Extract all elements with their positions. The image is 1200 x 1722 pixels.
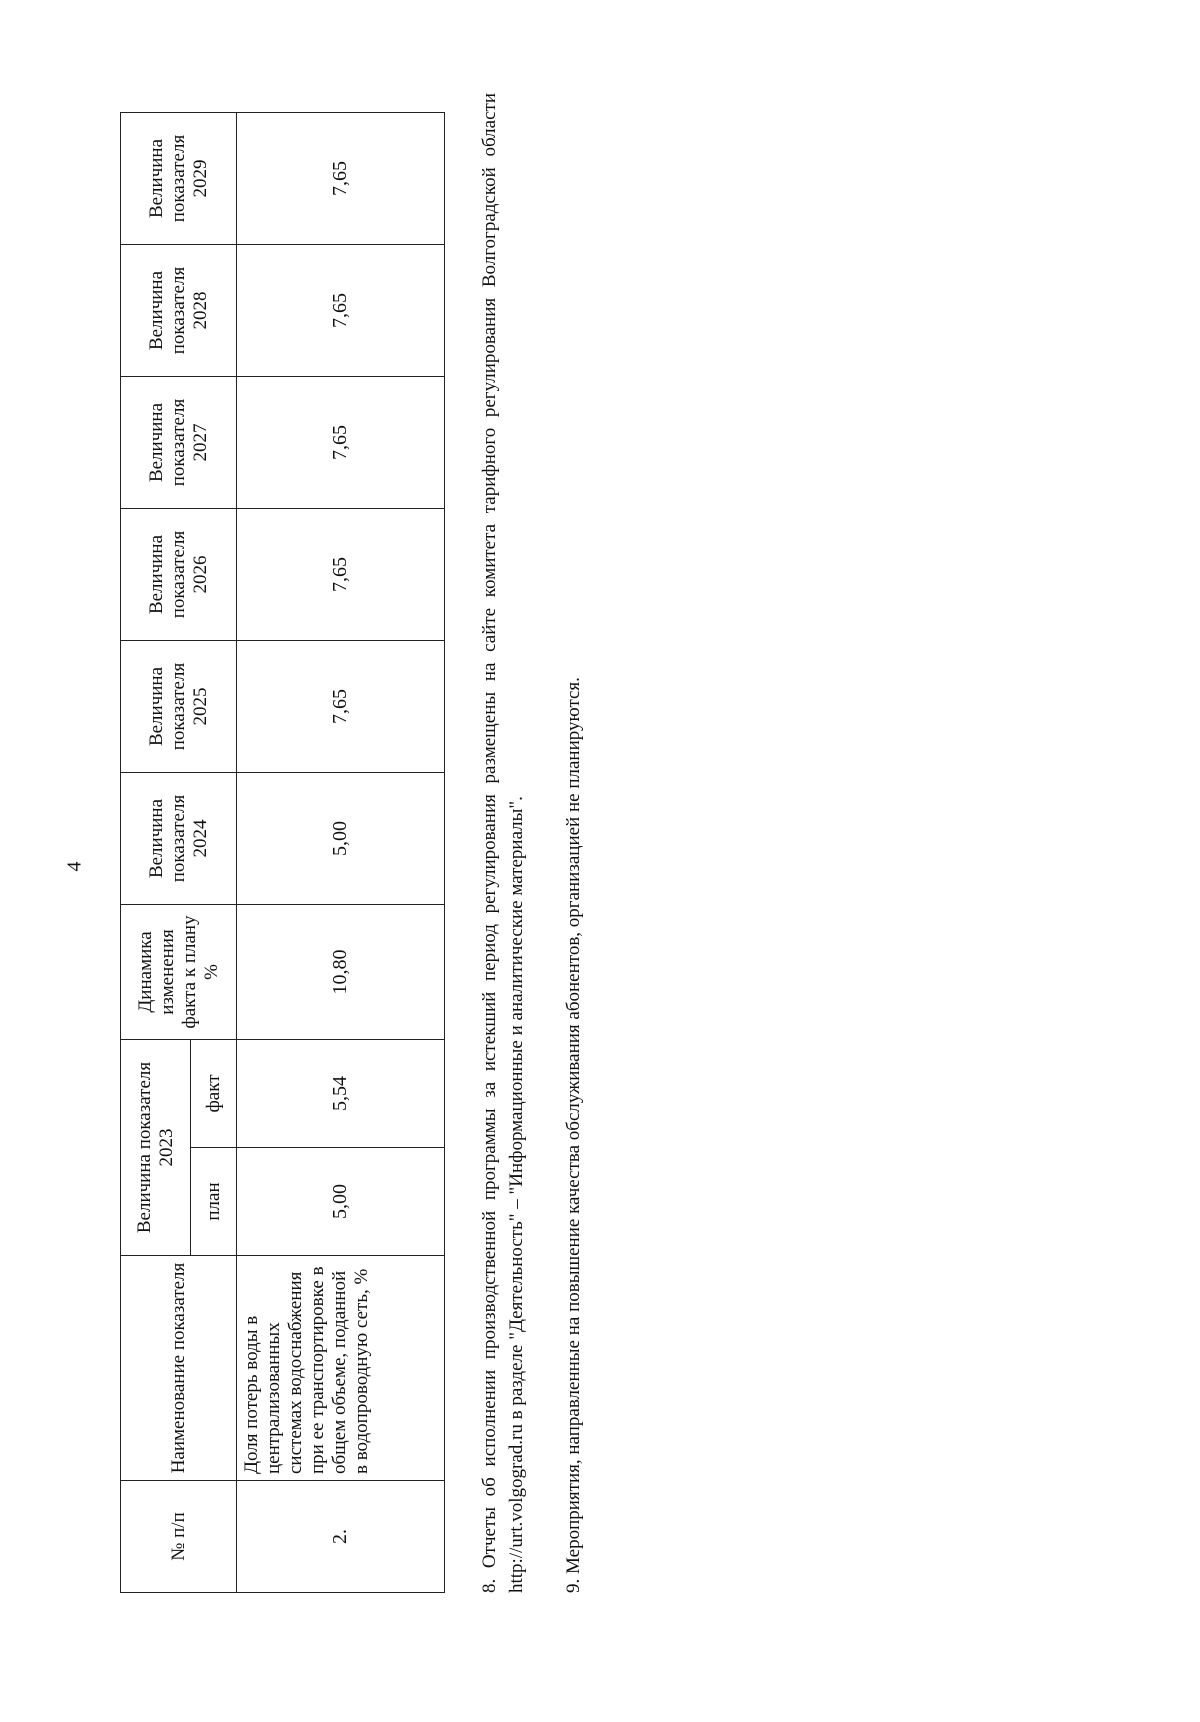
header-name: Наименование показателя (121, 1256, 237, 1481)
header-2029: Величина показателя 2029 (121, 113, 237, 245)
cell-2029: 7,65 (237, 113, 445, 245)
rotated-page-content (120, 93, 1200, 1593)
indicators-table (120, 112, 445, 1593)
header-2023: Величина показателя 2023 (121, 1040, 191, 1256)
row-indicator-name: Доля потерь воды в централизованных системах водоснабжения при ее транспортировке в общем объеме, поданной в водопроводную сеть, % (237, 1256, 445, 1481)
header-dynamics: Динамика изменения факта к плану % (121, 905, 237, 1040)
cell-fact-2023: 5,54 (237, 1040, 445, 1148)
page-number: 4 (63, 861, 86, 872)
cell-dynamics: 10,80 (237, 905, 445, 1040)
cell-2024: 5,00 (237, 773, 445, 905)
row-number: 2. (237, 1481, 445, 1593)
header-2024: Величина показателя 2024 (121, 773, 237, 905)
header-2027: Величина показателя 2027 (121, 377, 237, 509)
paragraph-8: 8. Отчеты об исполнении производственной программы за истекший период регулирования размещены на сайте комитета тарифного регулирования Волгоградской области http://urt.volgograd.ru в разделе "Деятельность" – "Информационные и аналитические материалы". (479, 93, 527, 1593)
cell-2025: 7,65 (237, 641, 445, 773)
header-2028: Величина показателя 2028 (121, 245, 237, 377)
header-2026: Величина показателя 2026 (121, 509, 237, 641)
header-plan: план (191, 1148, 237, 1256)
header-num: № п/п (121, 1481, 237, 1593)
cell-2026: 7,65 (237, 509, 445, 641)
paragraph-9: 9. Мероприятия, направленные на повышение качества обслуживания абонентов, организацией не планируются. (563, 677, 584, 1593)
header-2025: Величина показателя 2025 (121, 641, 237, 773)
table-row (237, 113, 445, 1593)
cell-2028: 7,65 (237, 245, 445, 377)
cell-2027: 7,65 (237, 377, 445, 509)
header-fact: факт (191, 1040, 237, 1148)
cell-plan-2023: 5,00 (237, 1148, 445, 1256)
